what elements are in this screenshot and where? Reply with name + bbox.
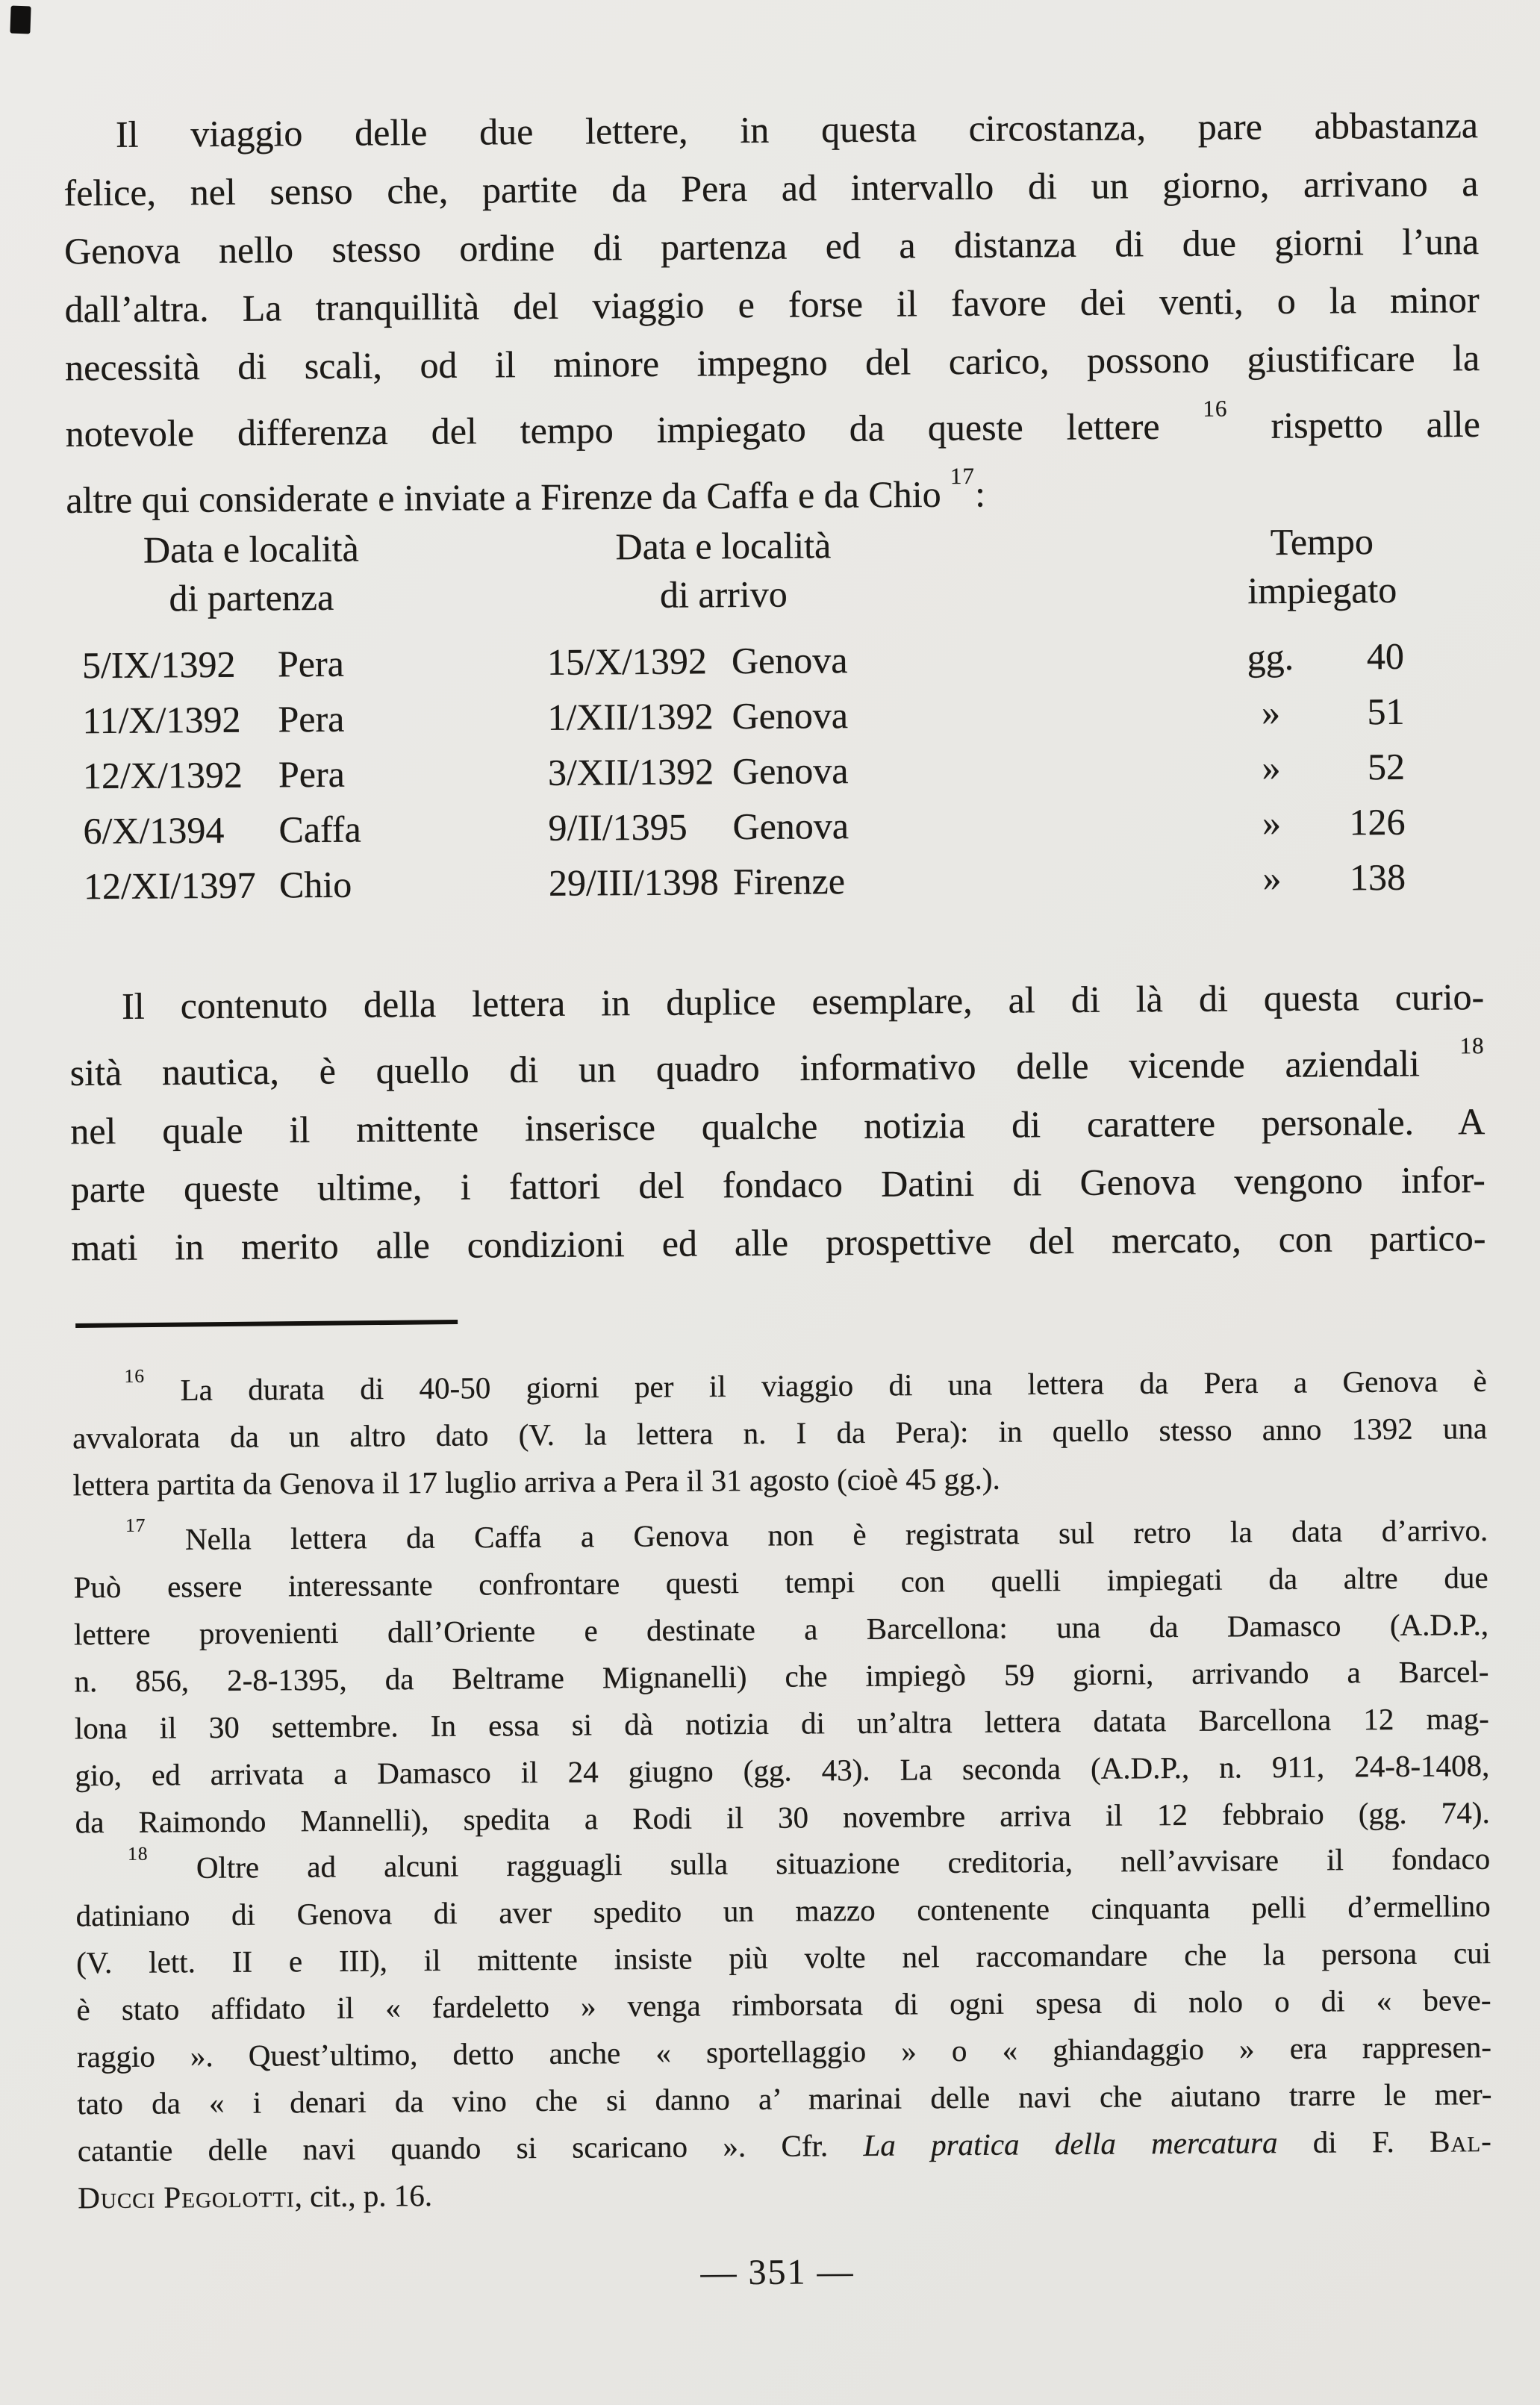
paragraph-content [69,967,1486,1276]
text-segment: rispetto alle [1271,402,1480,446]
text-line: felice, nel senso che, partite da Pera ad intervallo di un giorno, arrivano a [63,162,1479,214]
text-line [75,1829,1490,1892]
text-line: è stato affidato il « fardeletto » venga rimborsata di ogni spesa di nolo o di « beve- [76,1982,1491,2027]
footnote-number-16: 16 [124,1365,146,1387]
text-line: Il contenuto della lettera in duplice esemplare, al di là di questa curio- [121,976,1485,1027]
header-line: impiegato [1247,568,1397,612]
header-line: Data e località [143,527,359,571]
text-line: gio, ed arrivata a Damasco il 24 giugno (gg. 43). La seconda (A.D.P., n. 911, 24-8-1408, [75,1747,1490,1792]
cell-arrival-place: Genova [732,749,849,793]
text-line: lona il 30 settembre. In essa si dà notizia di un’altra lettera datata Barcellona 12 mag- [74,1700,1490,1745]
cell-days-unit: » [1261,691,1281,734]
text-segment: Oltre ad alcuni ragguagli sulla situazione creditoria, nell’avvisare il fondaco [196,1841,1491,1885]
text-line: tato da « i denari da vino che si danno a’ marinai delle navi che aiutano trarre le mer- [77,2076,1492,2121]
cell-departure-place: Pera [278,697,345,740]
cell-days-value: 40 [1366,634,1405,678]
table-row [0,683,1537,749]
text-segment: , cit., p. 16. [294,2177,433,2213]
cell-departure-place: Chio [278,863,352,906]
text-segment: Nella lettera da Caffa a Genova non è registrata sul retro la data d’arrivo. [184,1512,1488,1556]
table-row [0,738,1537,804]
text-line: Genova nello stesso ordine di partenza ed a distanza di due giorni l’una [63,220,1480,272]
text-line: n. 856, 2-8-1395, da Beltrame Mignanelli) che impiegò 59 giorni, arrivando a Barcel- [74,1653,1489,1698]
text-line: (V. lett. II e III), il mittente insiste più volte nel raccomandare che la persona cui [75,1935,1491,1980]
cell-days-unit: » [1262,802,1282,844]
text-line: mati in merito alle condizioni ed alle prospettive del mercato, con partico- [71,1216,1486,1268]
text-line: necessità di scali, od il minore impegno del carico, possono giustificare la [64,337,1480,389]
cell-departure-date: 11/X/1392 [82,698,241,742]
cell-departure-place: Pera [278,752,346,796]
footnote-separator [75,1320,458,1328]
cell-days-unit: » [1262,857,1282,899]
text-segment: altre qui considerate e inviate a Firenze da Caffa e da Chio [66,472,941,521]
cell-departure-place: Pera [277,642,345,685]
cell-days-value: 52 [1367,745,1406,788]
text-segment: La durata di 40-50 giorni per il viaggio di una lettera da Pera a Genova è [180,1363,1487,1407]
cell-arrival-date: 29/III/1398 [548,861,719,904]
text-line: lettera partita da Genova il 17 luglio arriva a Pera il 31 agosto (cioè 45 gg.). [72,1461,1000,1502]
table-header-arrival [552,521,896,620]
cell-days-unit: » [1262,746,1281,789]
cell-arrival-date: 1/XII/1392 [547,695,714,738]
author-smallcaps: Ducci Pegolotti [78,2178,295,2215]
text-line: Può essere interessante confrontare questi tempi con quelli impiegati da altre due [73,1559,1488,1604]
text-segment: : [974,472,986,515]
text-segment: sità nautica, è quello di un quadro informativo delle vicende aziendali [69,1042,1421,1094]
table-header-departure [81,524,422,623]
cell-arrival-place: Firenze [732,860,846,903]
text-segment: di F. [1312,2124,1394,2159]
text-line: raggio ». Quest’ultimo, detto anche « sportellaggio » o « ghiandaggio » era rappresen- [76,2029,1492,2074]
page-number: — 351 — [700,2252,855,2293]
cell-departure-place: Caffa [278,808,361,851]
header-line: Tempo [1270,520,1374,564]
cell-arrival-place: Genova [732,694,849,737]
footnote-number-18: 18 [127,1843,149,1865]
cell-departure-date: 5/IX/1392 [81,643,236,687]
footnote-ref-17: 17 [950,463,976,490]
cell-arrival-place: Genova [732,805,850,848]
text-segment: notevole differenza del tempo impiegato da queste lettere [65,405,1160,455]
footnote-17 [73,1500,1490,1846]
text-line: lettere provenienti dall’Oriente e destinate a Barcellona: una da Damasco (A.D.P., [73,1606,1489,1651]
header-line: di arrivo [659,573,788,616]
text-line [72,1351,1486,1414]
cell-departure-date: 12/X/1392 [82,753,243,797]
cell-days-value: 138 [1349,855,1406,899]
header-line: Data e località [615,524,832,568]
footnote-number-17: 17 [125,1515,146,1536]
table-row [0,628,1536,693]
text-line [78,2165,1492,2221]
cell-days-unit: gg. [1247,635,1294,679]
cell-days-value: 126 [1349,800,1406,843]
text-line: Il viaggio delle due lettere, in questa circostanza, pare abbastanza [115,104,1479,155]
text-segment: catantie delle navi quando si scaricano ». Cfr. [77,2127,829,2168]
paragraph-voyage [63,96,1481,529]
cell-arrival-date: 3/XII/1392 [547,750,714,793]
book-title-italic: La pratica della mercatura [863,2124,1278,2162]
cell-arrival-place: Genova [731,639,848,682]
table-row [0,849,1538,914]
text-line [78,2118,1492,2174]
text-line [65,387,1480,463]
text-line: datiniano di Genova di aver spedito un mazzo contenente cinquanta pelli d’ermellino [75,1888,1491,1933]
text-line: dall’altra. La tranquillità del viaggio e forse il favore dei venti, o la minor [64,278,1480,331]
text-line [69,1026,1485,1102]
cell-departure-date: 6/X/1394 [83,808,225,852]
footnote-18 [75,1829,1493,2221]
cell-days-value: 51 [1367,690,1405,733]
text-line: da Raimondo Mannelli), spedita a Rodi il 30 novembre arriva il 12 febbraio (gg. 74). [75,1794,1490,1839]
table-row [0,793,1538,859]
text-line: avvalorata da un altro dato (V. la lettera n. I da Pera): in quello stesso anno 1392 una [72,1410,1488,1455]
author-smallcaps: Bal- [1430,2123,1492,2159]
header-line: di partenza [169,575,334,620]
cell-arrival-date: 9/II/1395 [548,805,688,849]
cell-departure-date: 12/XI/1397 [83,864,256,908]
footnote-16 [72,1351,1487,1509]
text-line: parte queste ultime, i fattori del fondaco Datini di Genova vengono infor- [70,1158,1486,1210]
text-line: nel quale il mittente inserisce qualche notizia di carattere personale. A [70,1099,1486,1152]
text-line [73,1500,1488,1564]
cell-arrival-date: 15/X/1392 [546,640,708,683]
footnote-ref-18: 18 [1459,1032,1485,1058]
footnote-ref-16: 16 [1203,395,1228,422]
table-header-time [1210,517,1435,616]
